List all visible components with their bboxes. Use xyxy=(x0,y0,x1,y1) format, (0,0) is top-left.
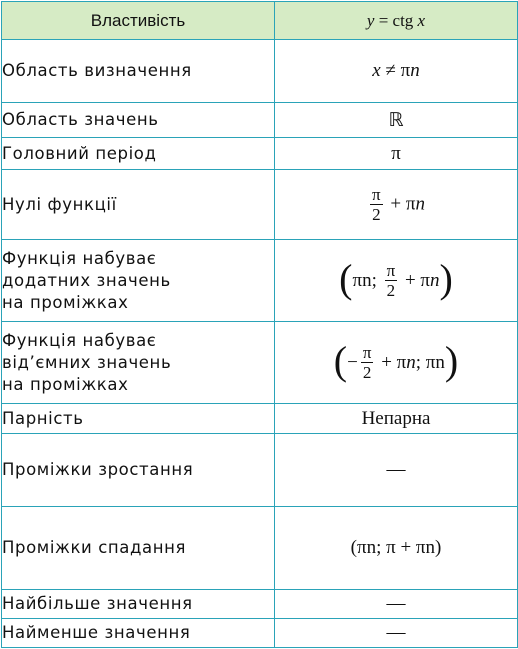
negative-intervals-value xyxy=(275,322,518,404)
row-label: Проміжки зростання xyxy=(2,434,275,507)
close-paren: ) xyxy=(439,255,453,301)
table-row xyxy=(2,138,518,170)
fraction xyxy=(385,261,398,300)
row-label: Проміжки спадання xyxy=(2,507,275,590)
row-label: Область визначення xyxy=(2,40,275,103)
header-row xyxy=(2,2,518,40)
math-x: x xyxy=(372,60,381,81)
max-value: — xyxy=(275,590,518,619)
math-n: n xyxy=(430,269,440,291)
table-row xyxy=(2,507,518,590)
plus-pi: + π xyxy=(385,193,416,215)
open-paren: ( xyxy=(333,337,348,383)
table-row xyxy=(2,590,518,619)
positive-intervals-value xyxy=(275,240,518,322)
decreasing-value: (πn; π + πn) xyxy=(275,507,518,590)
open-paren: ( xyxy=(339,255,353,301)
pi-n-semi: πn; xyxy=(352,269,377,291)
math-neq-pi: ≠ π xyxy=(380,60,411,81)
label-line: на проміжках xyxy=(2,292,129,312)
parity-value: Непарна xyxy=(275,404,518,434)
math-n: n xyxy=(415,193,425,215)
header-property: Властивість xyxy=(2,2,275,40)
minus: − xyxy=(347,351,358,373)
frac-num: π xyxy=(386,261,396,280)
row-label xyxy=(2,240,275,322)
zeros-value xyxy=(275,170,518,240)
label-line: додатних значень xyxy=(2,270,171,290)
table-row xyxy=(2,240,518,322)
frac-den: 2 xyxy=(386,281,396,300)
table-row xyxy=(2,404,518,434)
frac-den: 2 xyxy=(372,205,381,224)
frac-den: 2 xyxy=(362,363,372,382)
label-line: Функція набуває xyxy=(2,248,157,268)
domain-value xyxy=(275,40,518,103)
table-row xyxy=(2,40,518,103)
fraction xyxy=(370,185,383,224)
close-paren: ) xyxy=(444,337,459,383)
row-label: Найменше значення xyxy=(2,619,275,648)
period-value: π xyxy=(275,138,518,170)
plus-pi: + π xyxy=(376,351,407,373)
row-label: Парність xyxy=(2,404,275,434)
frac-num: π xyxy=(362,343,372,362)
label-line: Функція набуває xyxy=(2,330,157,350)
plus-pi: + π xyxy=(400,269,431,291)
min-value: — xyxy=(275,619,518,648)
math-n: n xyxy=(410,60,420,81)
semi-pi-n: ; πn xyxy=(415,351,445,373)
row-label: Нулі функції xyxy=(2,170,275,240)
row-label: Найбільше значення xyxy=(2,590,275,619)
table-row xyxy=(2,103,518,138)
table-row xyxy=(2,434,518,507)
ctg-eq: = ctg xyxy=(374,10,418,30)
table-row xyxy=(2,619,518,648)
increasing-value: — xyxy=(275,434,518,507)
y-var: y xyxy=(366,10,375,30)
row-label: Головний період xyxy=(2,138,275,170)
fraction xyxy=(361,343,374,382)
table-row xyxy=(2,170,518,240)
range-value: ℝ xyxy=(275,103,518,138)
row-label: Область значень xyxy=(2,103,275,138)
label-line: на проміжках xyxy=(2,374,129,394)
table-row xyxy=(2,322,518,404)
math-n: n xyxy=(406,351,416,373)
properties-table xyxy=(1,1,518,648)
x-var: x xyxy=(417,10,426,30)
label-line: від’ємних значень xyxy=(2,352,172,372)
header-function xyxy=(275,2,518,40)
frac-num: π xyxy=(372,185,381,204)
row-label xyxy=(2,322,275,404)
